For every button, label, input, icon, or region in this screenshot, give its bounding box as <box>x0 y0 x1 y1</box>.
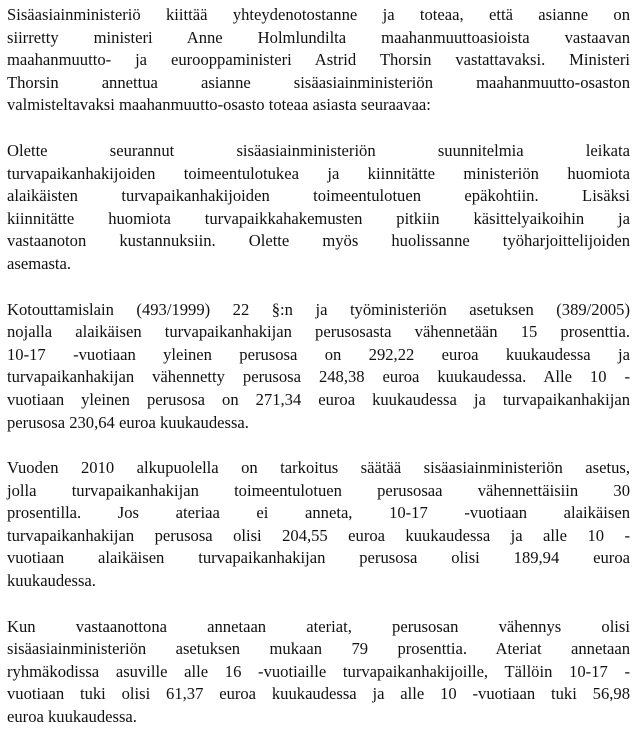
text-line: Vuoden 2010 alkupuolella on tarkoitus säätää sisäasiainministeriön asetus, <box>7 458 630 478</box>
text-line: jolla turvapaikanhakijan toimeentulotuen perusosaa vähennettäisiin 30 <box>7 480 630 500</box>
text-line: vuotiaan alaikäisen turvapaikanhakijan perusosa olisi 189,94 euroa <box>7 548 630 568</box>
paragraph-spacer <box>7 276 630 299</box>
text-line: vuotiaan tuki olisi 61,37 euroa kuukaudessa ja alle 10 -vuotiaan tuki 56,98 <box>7 684 630 704</box>
paragraph-spacer <box>7 117 630 140</box>
text-line: Kun vastaanottona annetaan ateriat, perusosan vähennys olisi <box>7 616 630 636</box>
text-line: Olette seurannut sisäasiainministeriön suunnitelmia leikata <box>7 140 630 160</box>
text-line: turvapaikanhakijoiden toimeentulotukea ja kiinnitätte ministeriön huomiota <box>7 163 630 183</box>
text-line: turvapaikanhakijan perusosa olisi 204,55 euroa kuukaudessa ja alle 10 - <box>7 525 630 545</box>
text-line: vastaanoton kustannuksiin. Olette myös huolissanne työharjoittelijoiden <box>7 231 630 251</box>
text-line: euroa kuukaudessa. <box>7 707 137 727</box>
text-line: perusosa 230,64 euroa kuukaudessa. <box>7 412 249 432</box>
text-line: sisäasiainministeriön asetuksen mukaan 79 prosenttia. Ateriat annetaan <box>7 639 630 659</box>
text-line: Sisäasiainministeriö kiittää yhteydenotostanne ja toteaa, että asianne on <box>7 5 630 24</box>
text-line: kiinnitätte huomiota turvapaikkahakemusten pitkiin käsittelyaikoihin ja <box>7 208 630 228</box>
text-line: ryhmäkodissa asuville alle 16 -vuotiaille turvapaikanhakijoille, Tällöin 10-17 - <box>7 661 630 681</box>
text-line: vuotiaan yleinen perusosa on 271,34 euroa kuukaudessa ja turvapaikanhakijan <box>7 389 630 409</box>
text-line: Kotouttamislain (493/1999) 22 §:n ja työministeriön asetuksen (389/2005) <box>7 299 630 319</box>
text-line: Thorsin annettua asianne sisäasiainministeriön maahanmuutto-osaston <box>7 72 630 92</box>
text-line: maahanmuutto- ja eurooppaministeri Astrid Thorsin vastattavaksi. Ministeri <box>7 50 630 70</box>
paragraph-spacer <box>7 434 630 457</box>
text-line: asemasta. <box>7 253 72 273</box>
text-line: prosentilla. Jos ateriaa ei anneta, 10-17 -vuotiaan alaikäisen <box>7 503 630 523</box>
text-line: kuukaudessa. <box>7 571 96 591</box>
paragraph-meals <box>7 616 630 729</box>
paragraph-planned-decree <box>7 457 630 593</box>
text-line: 10-17 -vuotiaan yleinen perusosa on 292,22 euroa kuukaudessa ja <box>7 344 630 364</box>
text-line: valmisteltavaksi maahanmuutto-osasto toteaa asiasta seuraavaa: <box>7 95 431 115</box>
text-line: siirretty ministeri Anne Holmlundilta maahanmuuttoasioista vastaavan <box>7 27 630 47</box>
text-line: alaikäisten turvapaikanhakijoiden toimeentulotuen epäkohtiin. Lisäksi <box>7 186 630 206</box>
paragraph-forwarding <box>7 4 630 117</box>
text-line: nojalla alaikäisen turvapaikanhakijan perusosasta vähennetään 15 prosenttia. <box>7 322 630 342</box>
text-line: turvapaikanhakijan vähennetty perusosa 248,38 euroa kuukaudessa. Alle 10 - <box>7 367 630 387</box>
paragraph-concerns <box>7 140 630 276</box>
paragraph-spacer <box>7 593 630 616</box>
paragraph-current-amounts <box>7 299 630 435</box>
